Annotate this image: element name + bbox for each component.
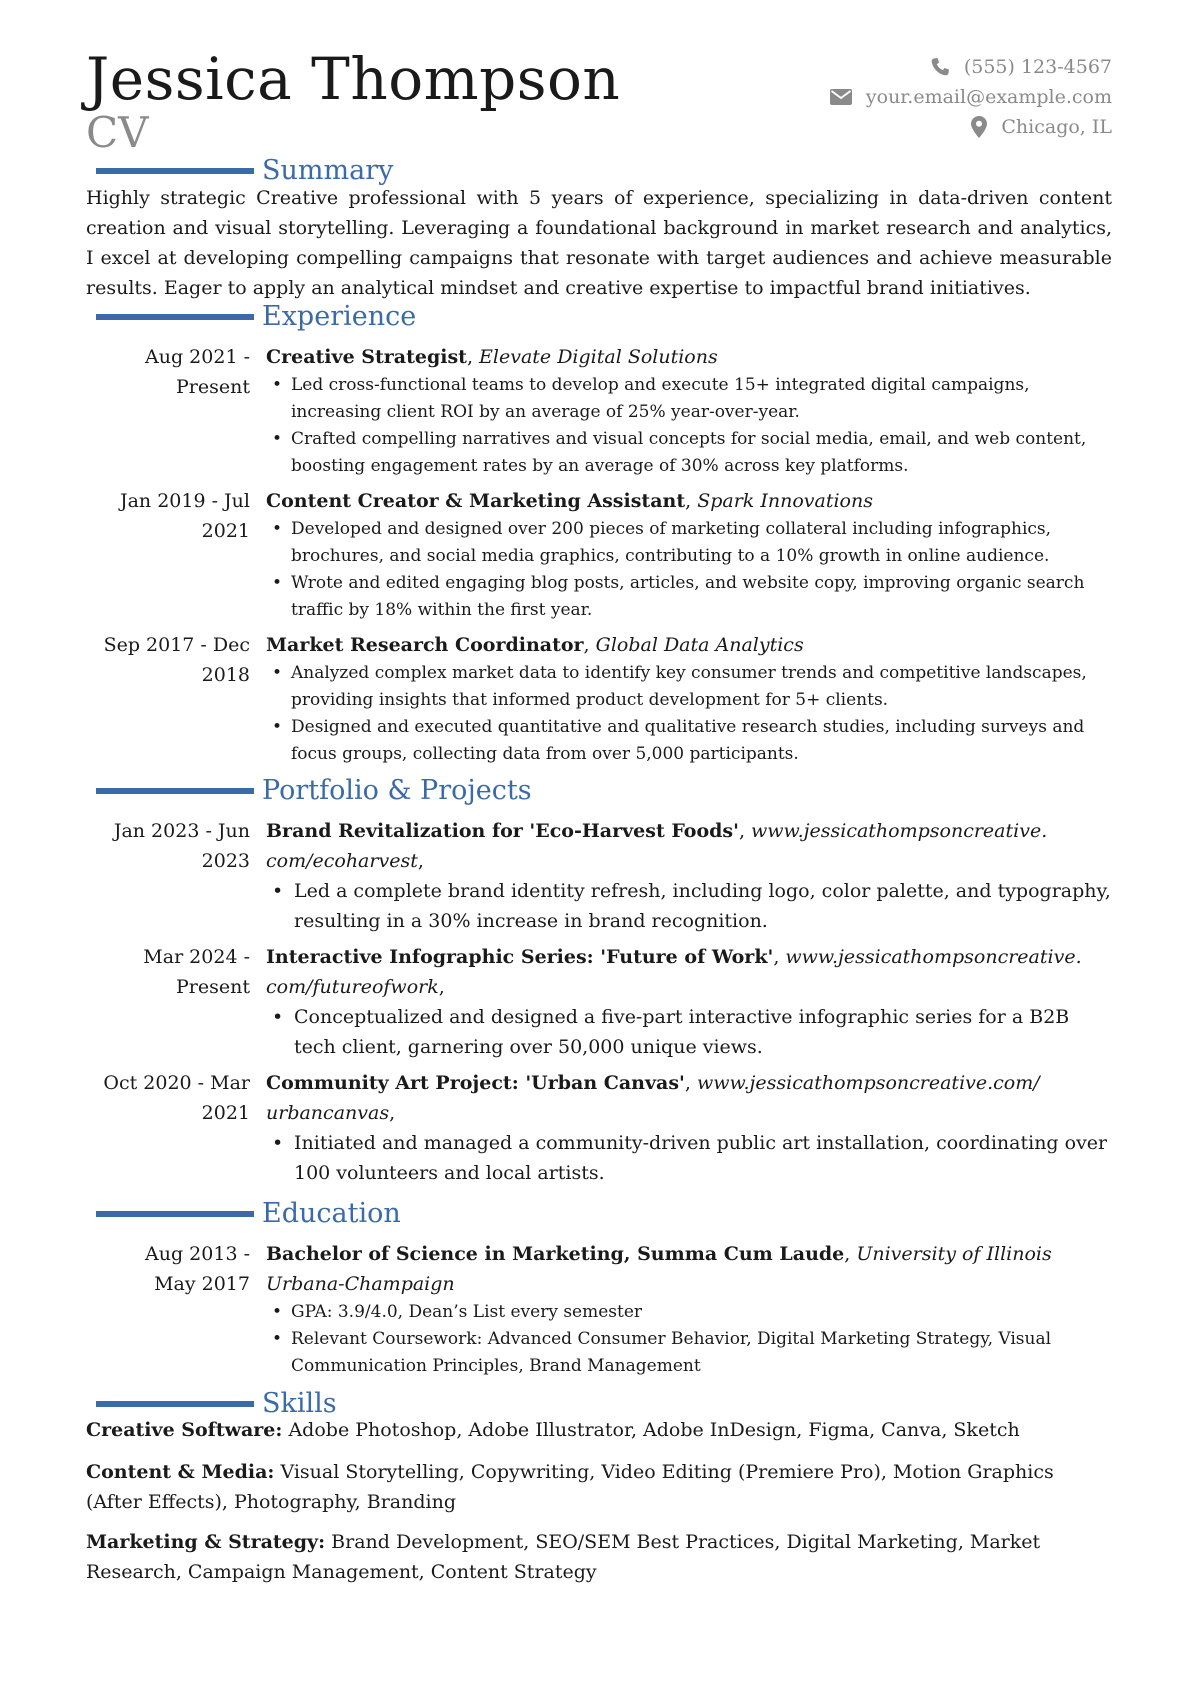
summary-text: Highly strategic Creative professional with 5 years of experience, specializing in data-driven content creation and visual storytelling. Leveraging a foundational background in market research and analytics, I excel at developing compelling campaigns that resonate with target audiences and achieve measurable results. Eager to apply an analytical mindset and creative expertise to impactful brand initiatives. — [86, 187, 1112, 299]
section-title: Portfolio & Projects — [262, 775, 532, 806]
entry-heading: Brand Revitalization for 'Eco-Harvest Foods', www.jessicathompsoncreative. com/ecoharvest, — [266, 820, 1048, 872]
project-name: Community Art Project: 'Urban Canvas' — [266, 1072, 685, 1094]
section-title: Summary — [262, 155, 394, 186]
section-bar — [96, 168, 254, 174]
skill-label: Creative Software: — [86, 1419, 283, 1441]
email-address: your.email@example.com — [865, 86, 1112, 108]
skill-row — [86, 1527, 1112, 1587]
skill-list: Brand Development, SEO/SEM Best Practices, Digital Marketing, Market Research, Campaign Management, Content Strategy — [86, 1531, 1041, 1583]
employer: Global Data Analytics — [595, 634, 804, 656]
entry-bullets — [266, 1299, 1112, 1380]
phone-icon — [930, 57, 950, 77]
degree: Bachelor of Science in Marketing, Summa Cum Laude — [266, 1243, 845, 1265]
job-title: Content Creator & Marketing Assistant — [266, 490, 686, 512]
document-subtitle: CV — [86, 108, 149, 157]
entry-bullets — [266, 372, 1112, 480]
skill-label: Marketing & Strategy: — [86, 1531, 326, 1553]
entry-bullets — [266, 876, 1112, 936]
entry-heading: Creative Strategist, Elevate Digital Solutions — [266, 346, 718, 368]
entry-date: Aug 2013 - May 2017 — [145, 1243, 250, 1295]
list-item: • Led a complete brand identity refresh, including logo, color palette, and typography, resulting in a 30% increase in brand recognition. — [266, 876, 1112, 936]
list-item: • Developed and designed over 200 pieces of marketing collateral including infographics, brochures, and social media graphics, contributing to a 10% growth in online audience. — [266, 516, 1112, 570]
section-title: Education — [262, 1198, 401, 1229]
list-item: • Wrote and edited engaging blog posts, articles, and website copy, improving organic search traffic by 18% within the first year. — [266, 570, 1112, 624]
list-item: • Crafted compelling narratives and visual concepts for social media, email, and web content, boosting engagement rates by an average of 30% across key platforms. — [266, 426, 1112, 480]
job-title: Market Research Coordinator — [266, 634, 584, 656]
entry-date: Sep 2017 - Dec 2018 — [103, 634, 250, 686]
location: Chicago, IL — [1001, 116, 1112, 138]
skill-label: Content & Media: — [86, 1461, 275, 1483]
entry-date: Jan 2019 - Jul 2021 — [119, 490, 250, 542]
list-item: • Relevant Coursework: Advanced Consumer Behavior, Digital Marketing Strategy, Visual Communication Principles, Brand Management — [266, 1326, 1112, 1380]
list-item: • Conceptualized and designed a five-part interactive infographic series for a B2B tech client, garnering over 50,000 unique views. — [266, 1002, 1112, 1062]
entry-bullets — [266, 516, 1112, 624]
job-title: Creative Strategist — [266, 346, 467, 368]
section-bar — [96, 1401, 254, 1407]
entry-bullets — [266, 1128, 1112, 1188]
contact-location — [830, 112, 1112, 142]
entry-heading: Content Creator & Marketing Assistant, Spark Innovations — [266, 490, 873, 512]
project-link[interactable]: www.jessicathompsoncreative. com/futureofwork — [266, 946, 1082, 998]
entry-date: Oct 2020 - Mar 2021 — [103, 1072, 250, 1124]
map-marker-icon — [971, 116, 987, 138]
list-item: • GPA: 3.9/4.0, Dean’s List every semester — [266, 1299, 1112, 1326]
section-bar — [96, 788, 254, 794]
section-bar — [96, 1211, 254, 1217]
section-title: Skills — [262, 1388, 337, 1419]
entry-heading: Interactive Infographic Series: 'Future of Work', www.jessicathompsoncreative. com/futureofwork, — [266, 946, 1082, 998]
list-item: • Designed and executed quantitative and qualitative research studies, including surveys and focus groups, collecting data from over 5,000 participants. — [266, 714, 1112, 768]
skill-row — [86, 1415, 1112, 1445]
section-title: Experience — [262, 301, 417, 332]
contact-email[interactable] — [830, 82, 1112, 112]
list-item: • Led cross-functional teams to develop and execute 15+ integrated digital campaigns, increasing client ROI by an average of 25% year-over-year. — [266, 372, 1112, 426]
contact-block — [830, 52, 1112, 142]
entry-date: Jan 2023 - Jun 2023 — [113, 820, 250, 872]
list-item: • Initiated and managed a community-driven public art installation, coordinating over 100 volunteers and local artists. — [266, 1128, 1112, 1188]
envelope-icon — [830, 89, 852, 105]
skill-row — [86, 1457, 1112, 1517]
section-experience-heading — [96, 299, 416, 335]
project-link[interactable]: www.jessicathompsoncreative. com/ecoharvest — [266, 820, 1048, 872]
project-name: Brand Revitalization for 'Eco-Harvest Foods' — [266, 820, 739, 842]
entry-bullets — [266, 1002, 1112, 1062]
section-bar — [96, 314, 254, 320]
entry-heading: Bachelor of Science in Marketing, Summa Cum Laude, University of Illinois Urbana-Champaign — [266, 1243, 1052, 1295]
project-name: Interactive Infographic Series: 'Future of Work' — [266, 946, 774, 968]
entry-date: Mar 2024 - Present — [143, 946, 250, 998]
entry-date: Aug 2021 - Present — [145, 346, 250, 398]
list-item: • Analyzed complex market data to identify key consumer trends and competitive landscapes, providing insights that informed product development for 5+ clients. — [266, 660, 1112, 714]
section-education-heading — [96, 1196, 401, 1232]
entry-bullets — [266, 660, 1112, 768]
section-projects-heading — [96, 773, 532, 809]
skill-list: Adobe Photoshop, Adobe Illustrator, Adobe InDesign, Figma, Canva, Sketch — [288, 1419, 1020, 1441]
entry-heading: Market Research Coordinator, Global Data Analytics — [266, 634, 804, 656]
candidate-name: Jessica Thompson — [86, 45, 621, 113]
school: University of Illinois Urbana-Champaign — [266, 1243, 1052, 1295]
contact-phone[interactable] — [830, 52, 1112, 82]
employer: Elevate Digital Solutions — [479, 346, 718, 368]
skill-list: Visual Storytelling, Copywriting, Video Editing (Premiere Pro), Motion Graphics (After Effects), Photography, Branding — [86, 1461, 1054, 1513]
project-link[interactable]: www.jessicathompsoncreative.com/ urbancanvas — [266, 1072, 1040, 1124]
entry-heading: Community Art Project: 'Urban Canvas', www.jessicathompsoncreative.com/ urbancanvas, — [266, 1072, 1040, 1124]
phone-number: (555) 123-4567 — [963, 56, 1112, 78]
employer: Spark Innovations — [697, 490, 873, 512]
